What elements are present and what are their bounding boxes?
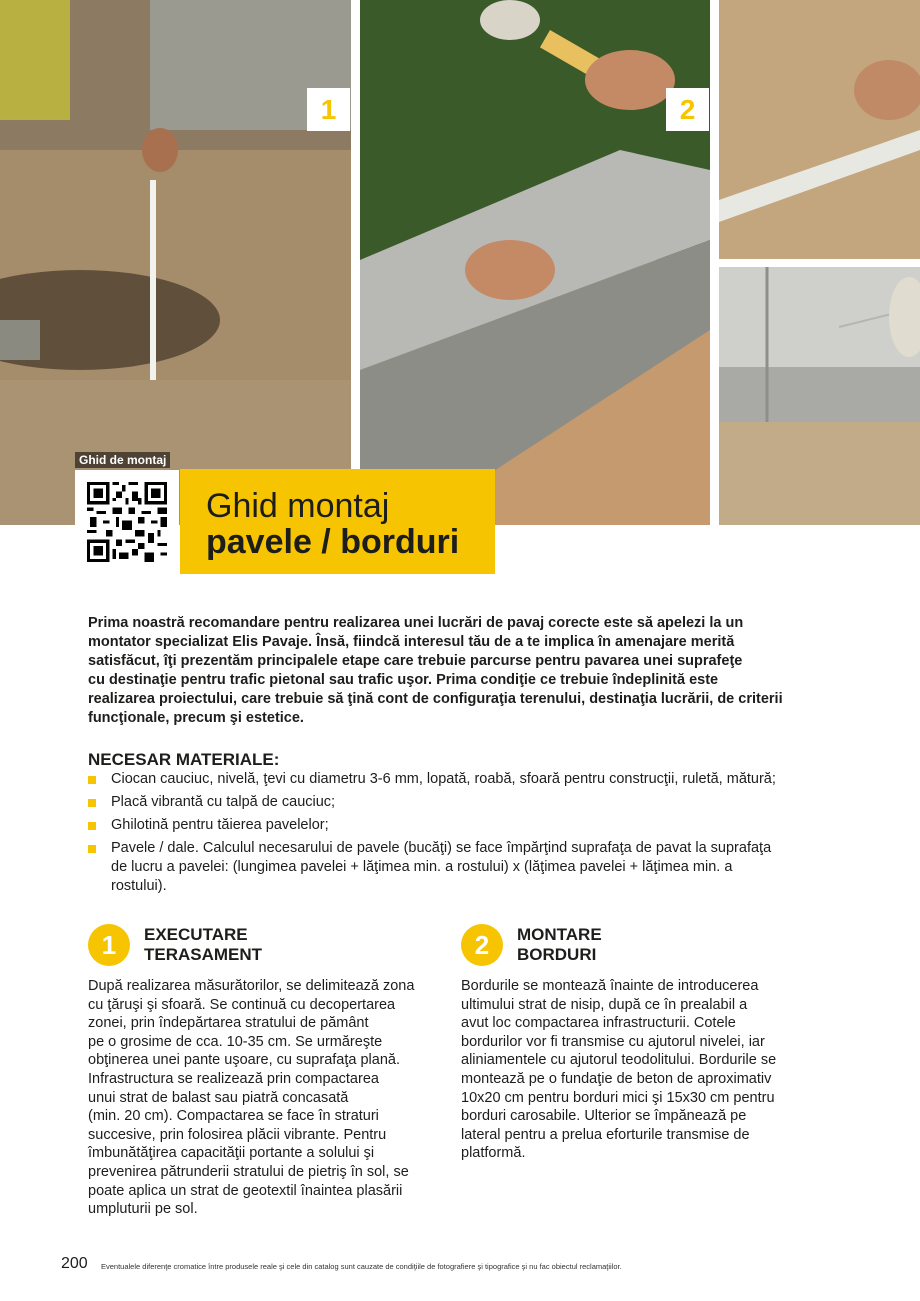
materials-list [88,770,828,896]
step-title-line: TERASAMENT [144,945,263,964]
step-body-line: prevenirea pătrunderii stratului de pietriş în sol, se [88,1163,409,1180]
bullet-square-icon [88,799,96,807]
photo-leveling-sand [719,0,920,259]
footer-disclaimer: Eventualele diferenţe cromatice între produsele reale şi cele din catalog sunt cauzate de condiţiile de fotografiere şi tipografice şi nu fac obiectul reclamaţiilor. [101,1262,622,1271]
step-body-line: bordurilor vor fi transmise cu ajutorul nivelei, iar [461,1033,765,1050]
materials-item-text: Placă vibrantă cu talpă de cauciuc; [111,794,336,810]
step-number-2: 2 [461,924,503,966]
qr-label: Ghid de montaj [75,452,170,468]
step-body-line: poate aplica un strat de geotextil înaintea plasării [88,1182,403,1199]
step-body-line: Bordurile se montează înainte de introducerea [461,978,759,994]
intro-line: funcţionale, precum şi estetice. [88,710,304,726]
materials-item-text: Ciocan cauciuc, nivelă, ţevi cu diametru 3-6 mm, lopată, roabă, sfoară pentru construcţii, ruletă, mătură; [111,771,776,787]
intro-line: montator specializat Elis Pavaje. Însă, fiindcă interesul tău de a te implica în amenajare merită [88,634,735,650]
step-body-line: lateral pentru a prelua eforturile transmise de [461,1126,750,1143]
step-body-line: Infrastructura se realizează prin compactarea [88,1070,379,1087]
materials-item [88,793,828,812]
materials-item-text: Ghilotină pentru tăierea pavelelor; [111,817,329,833]
step-body-line: montează pe o fundaţie de beton de aproximativ [461,1070,772,1087]
step-body-line: platformă. [461,1145,526,1162]
step-body-line: aliniamentele cu ajutorul teodolitului. Bordurile se [461,1052,777,1069]
materials-item [88,770,828,789]
intro-paragraph [88,614,808,728]
step-body-line: cu ţăruşi şi sfoară. Se continuă cu decopertarea [88,996,396,1013]
step-body-line: pe o grosime de cca. 10-35 cm. Se urmăreşte [88,1033,383,1050]
intro-line: Prima noastră recomandare pentru realizarea unei lucrări de pavaj corecte este să apelezi la un [88,615,744,631]
step-body-2 [461,977,776,1163]
photo-step-badge-2: 2 [666,88,709,131]
photo-curb-installation [360,0,710,525]
step-number-1: 1 [88,924,130,966]
page-title-box [180,469,495,574]
bullet-square-icon [88,845,96,853]
step-body-line: unui strat de balast sau piatră concasată [88,1089,349,1106]
step-body-line: zonei, prin îndepărtarea stratului de pământ [88,1015,369,1032]
materials-item-text: Pavele / dale. Calculul necesarului de pavele (bucăţi) se face împărţind suprafaţa de pavat la suprafaţa [111,840,772,856]
photo-step-badge-1: 1 [307,88,350,131]
step-title-1 [144,925,262,965]
materials-item-text: rostului). [111,878,167,894]
page-title-line1: Ghid montaj [206,487,390,525]
step-title-line: BORDURI [517,945,597,964]
materials-item [88,839,828,896]
page-number: 200 [61,1255,88,1272]
intro-line: realizarea proiectului, care trebuie să ţină cont de configuraţia terenului, destinaţia lucrării, de criterii [88,691,783,707]
step-title-line: EXECUTARE [144,925,248,944]
step-body-line: obţinerea unei pante uşoare, cu suprafaţa plană. [88,1052,400,1069]
step-body-line: îmbunătăţirea capacităţii portante a solului şi [88,1145,375,1162]
step-body-line: (min. 20 cm). Compactarea se face în straturi [88,1108,379,1125]
materials-item-text: de lucru a pavelei: (lungimea pavelei + lăţimea min. a rostului) x (lăţimea pavelei + lăţimea min. a [111,859,733,875]
step-body-1 [88,977,414,1219]
materials-item [88,816,828,835]
step-body-line: avut loc compactarea infrastructurii. Cotele [461,1015,736,1032]
page-title-line2: pavele / borduri [206,523,460,561]
step-title-line: MONTARE [517,925,602,944]
materials-heading: NECESAR MATERIALE: [88,750,280,769]
photo-pavers-edge [719,267,920,525]
step-body-line: După realizarea măsurătorilor, se delimitează zona [88,978,415,994]
step-body-line: 10x20 cm pentru borduri mici şi 15x30 cm pentru [461,1089,775,1106]
step-body-line: umpluturii pe sol. [88,1201,198,1218]
step-body-line: ultimului strat de nisip, după ce în prealabil a [461,996,748,1013]
bullet-square-icon [88,776,96,784]
qr-code-icon [87,482,167,562]
step-body-line: borduri carosabile. Ulterior se împănează pe [461,1108,747,1125]
bullet-square-icon [88,822,96,830]
step-title-2 [517,925,602,965]
qr-code[interactable] [75,470,179,574]
intro-line: cu destinaţie pentru trafic pietonal sau trafic uşor. Prima condiţie ce trebuie îndeplinită este [88,672,719,688]
intro-line: satisfăcut, îţi prezentăm principalele etape care trebuie parcurse pentru pavarea unei suprafeţe [88,653,743,669]
step-body-line: succesive, prin folosirea plăcii vibrante. Pentru [88,1126,387,1143]
photo-excavation-measuring [0,0,351,525]
